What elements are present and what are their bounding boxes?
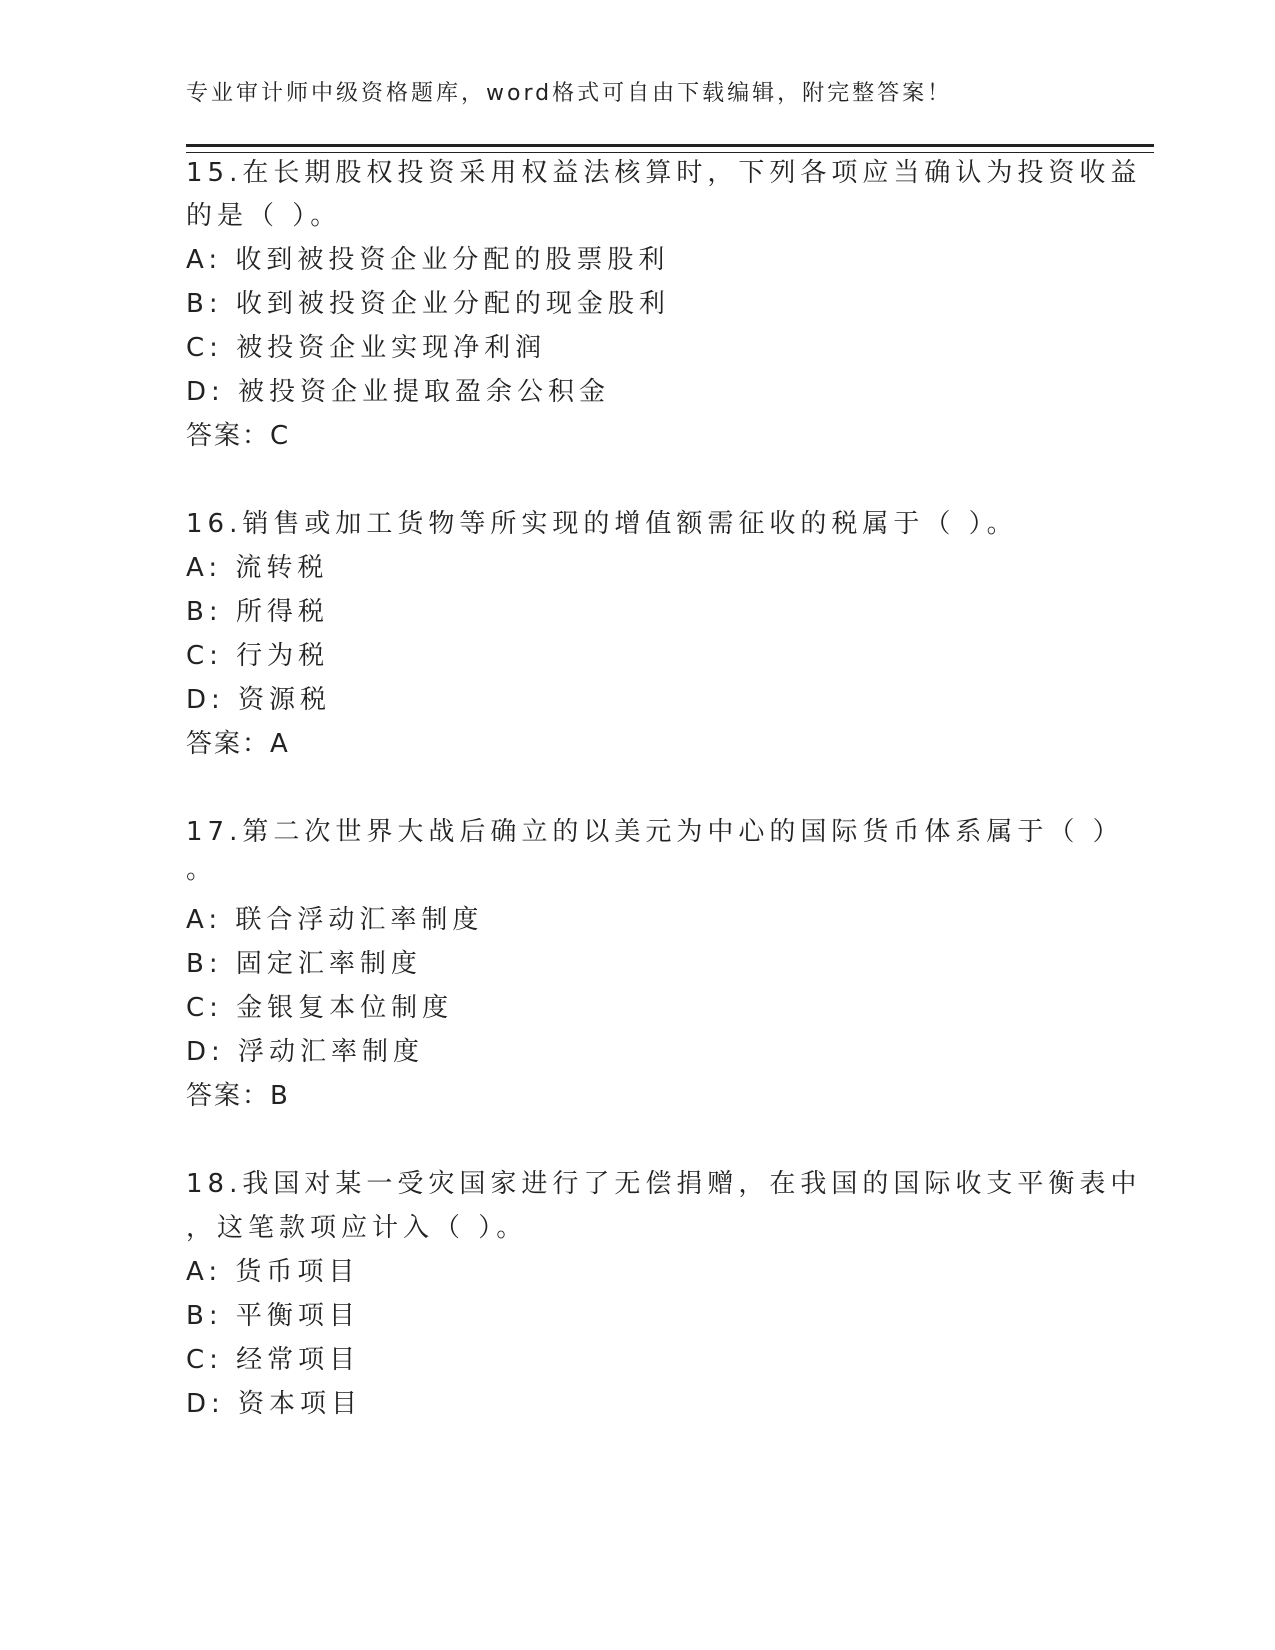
question-18-option-a: A: 货币项目 [186,1257,360,1287]
question-16-option-c: C: 行为税 [186,641,330,671]
question-18-option-c: C: 经常项目 [186,1345,361,1375]
question-16-stem-line-1: 16.销售或加工货物等所实现的增值额需征收的税属于（ ）。 [186,509,1018,539]
page-header: 专业审计师中级资格题库，word格式可自由下载编辑，附完整答案！ [186,81,953,106]
question-18-option-b: B: 平衡项目 [186,1301,360,1331]
question-15-option-b: B: 收到被投资企业分配的现金股利 [186,289,670,319]
question-15-option-a: A: 收到被投资企业分配的股票股利 [186,245,670,275]
question-17-option-d: D: 浮动汇率制度 [186,1037,425,1067]
question-17-stem-line-2: 。 [186,855,218,885]
question-15-stem-line-1: 15.在长期股权投资采用权益法核算时，下列各项应当确认为投资收益 [186,158,1142,188]
header-divider [186,144,1154,153]
question-16-option-d: D: 资源税 [186,685,332,715]
question-15-stem-line-2: 的是（ ）。 [186,201,342,231]
question-17-option-a: A: 联合浮动汇率制度 [186,905,484,935]
question-15-option-c: C: 被投资企业实现净利润 [186,333,547,363]
question-16-option-a: A: 流转税 [186,553,329,583]
question-17-option-b: B: 固定汇率制度 [186,949,422,979]
question-16-answer: 答案：A [186,729,290,759]
question-18-stem-line-1: 18.我国对某一受灾国家进行了无偿捐赠，在我国的国际收支平衡表中 [186,1169,1142,1199]
question-16-option-b: B: 所得税 [186,597,329,627]
question-17-option-c: C: 金银复本位制度 [186,993,454,1023]
question-17-answer: 答案：B [186,1081,290,1111]
question-15-answer: 答案：C [186,421,291,451]
question-15-option-d: D: 被投资企业提取盈余公积金 [186,377,611,407]
question-17-stem-line-1: 17.第二次世界大战后确立的以美元为中心的国际货币体系属于（ ） [186,817,1124,847]
question-18-option-d: D: 资本项目 [186,1389,363,1419]
question-18-stem-line-2: ，这笔款项应计入（ ）。 [186,1213,528,1243]
